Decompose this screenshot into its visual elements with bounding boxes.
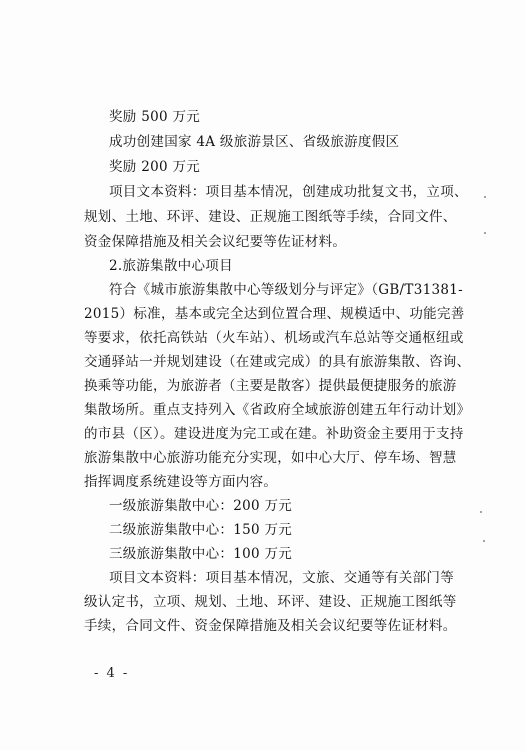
scan-speck	[480, 511, 482, 513]
scan-speck	[483, 540, 485, 542]
text-line: 奖励 500 万元	[109, 109, 201, 125]
text-line: 2015）标准，基本或完全达到位置合理、规模适中、功能完善	[84, 306, 465, 322]
text-line: 指挥调度系统建设等方面内容。	[84, 474, 278, 490]
page-number: - 4 -	[94, 666, 130, 681]
text-line: 换乘等功能，为旅游者（主要是散客）提供最便捷服务的旅游	[84, 378, 457, 394]
text-line: 等要求，依托高铁站（火车站）、机场或汽车总站等交通枢纽或	[84, 330, 464, 346]
text-line: 级认定书，立项、规划、土地、环评、建设、正规施工图纸等	[84, 594, 457, 610]
text-line: 的市县（区）。建设进度为完工或在建。补助资金主要用于支持	[84, 426, 464, 442]
scan-speck	[484, 232, 486, 234]
text-line: 一级旅游集散中心：200 万元	[109, 498, 293, 514]
section-heading: 2.旅游集散中心项目	[109, 258, 233, 274]
text-line: 二级旅游集散中心：150 万元	[109, 522, 293, 538]
text-line: 成功创建国家 4A 级旅游景区、省级旅游度假区	[109, 134, 400, 150]
text-line: 集散场所。重点支持列入《省政府全域旅游创建五年行动计划》	[84, 402, 471, 418]
text-line: 交通驿站一并规划建设（在建或完成）的具有旅游集散、咨询、	[84, 354, 471, 370]
text-line: 三级旅游集散中心：100 万元	[109, 546, 293, 562]
text-line: 资金保障措施及相关会议纪要等佐证材料。	[84, 234, 347, 250]
text-line: 奖励 200 万元	[109, 159, 201, 175]
text-line: 项目文本资料：项目基本情况，创建成功批复文书，立项、	[109, 184, 468, 200]
text-line: 手续，合同文件、资金保障措施及相关会议纪要等佐证材料。	[84, 618, 457, 634]
scan-speck	[484, 196, 486, 198]
text-line: 项目文本资料：项目基本情况，文旅、交通等有关部门等	[109, 570, 454, 586]
text-line: 规划、土地、环评、建设、正规施工图纸等手续，合同文件、	[84, 209, 457, 225]
text-line: 符合《城市旅游集散中心等级划分与评定》（GB/T31381-	[109, 282, 464, 298]
text-line: 旅游集散中心旅游功能充分实现，如中心大厅、停车场、智慧	[84, 450, 457, 466]
